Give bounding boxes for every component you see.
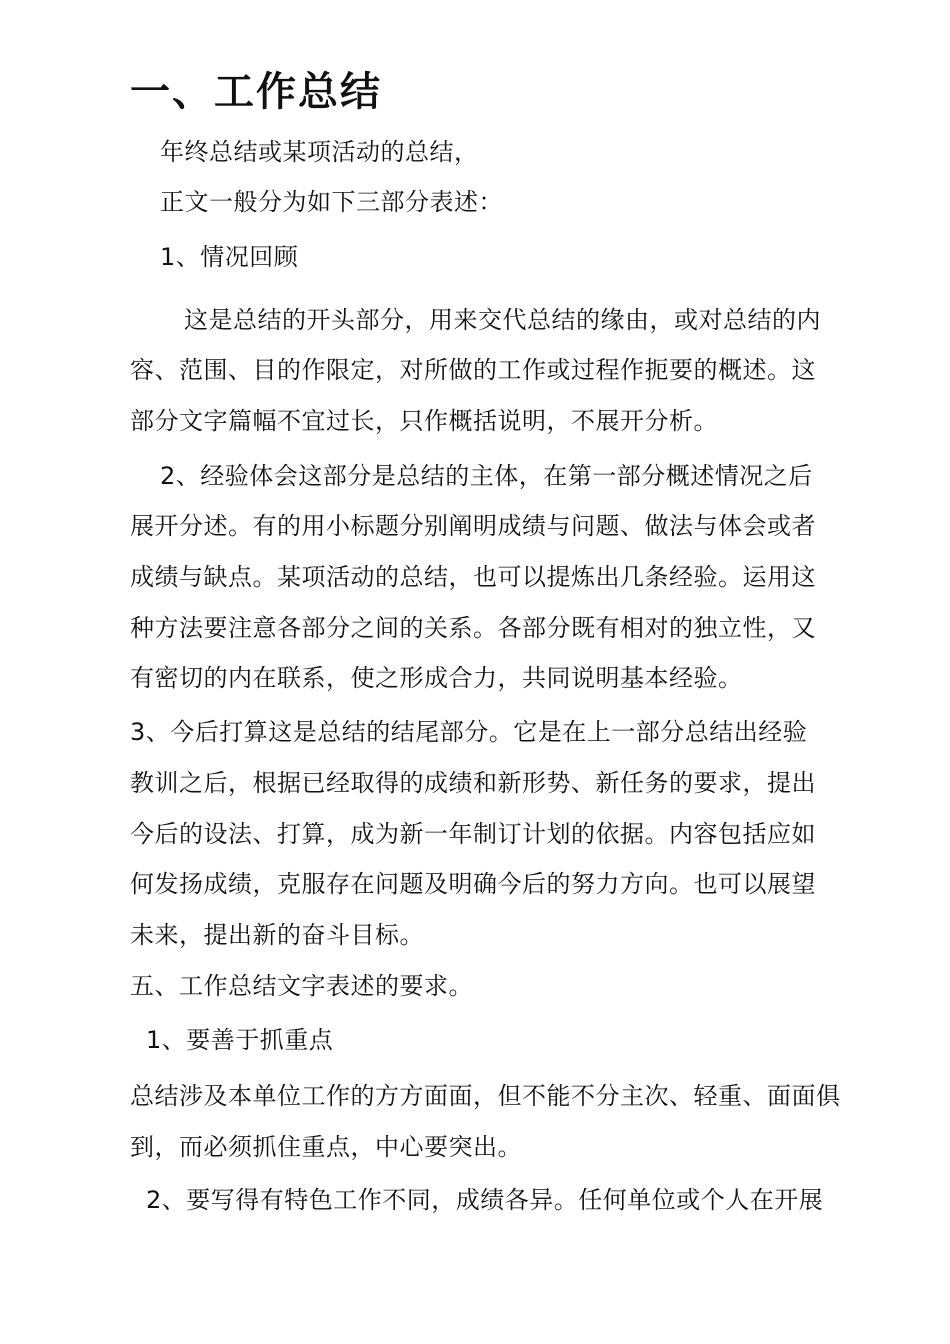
section2-line-3: 成绩与缺点。某项活动的总结，也可以提炼出几条经验。运用这 [130, 563, 816, 591]
section3-line-4: 何发扬成绩，克服存在问题及明确今后的努力方向。也可以展望 [130, 870, 816, 898]
section5-heading: 五、工作总结文字表述的要求。 [130, 972, 473, 1000]
section3-line-2: 教训之后，根据已经取得的成绩和新形势、新任务的要求，提出 [130, 769, 816, 797]
section2-line-2: 展开分述。有的用小标题分别阐明成绩与问题、做法与体会或者 [130, 512, 816, 540]
section1-line-2: 容、范围、目的作限定，对所做的工作或过程作扼要的概述。这 [130, 356, 816, 384]
section5-item1-line-2: 到，而必须抓住重点，中心要突出。 [130, 1133, 522, 1161]
section5-item2-line-1: 2、要写得有特色工作不同，成绩各异。任何单位或个人在开展 [146, 1186, 824, 1214]
section1-line-1: 这是总结的开头部分，用来交代总结的缘由，或对总结的内 [184, 306, 821, 334]
section1-line-3: 部分文字篇幅不宜过长，只作概括说明，不展开分析。 [130, 407, 718, 435]
section2-line-1: 2、经验体会这部分是总结的主体，在第一部分概述情况之后 [160, 462, 813, 490]
section3-line-5: 未来，提出新的奋斗目标。 [130, 921, 424, 949]
section5-item1-heading: 1、要善于抓重点 [146, 1026, 334, 1054]
section5-item1-line-1: 总结涉及本单位工作的方方面面，但不能不分主次、轻重、面面俱 [130, 1082, 841, 1110]
page-title: 一、工作总结 [130, 69, 382, 115]
intro-line-2: 正文一般分为如下三部分表述： [160, 188, 503, 216]
section2-line-4: 种方法要注意各部分之间的关系。各部分既有相对的独立性，又 [130, 614, 816, 642]
section2-line-5: 有密切的内在联系，使之形成合力，共同说明基本经验。 [130, 664, 743, 692]
intro-line-1: 年终总结或某项活动的总结， [160, 138, 479, 166]
section1-heading: 1、情况回顾 [160, 243, 299, 271]
section3-line-1: 3、今后打算这是总结的结尾部分。它是在上一部分总结出经验 [130, 718, 808, 746]
section3-line-3: 今后的设法、打算，成为新一年制订计划的依据。内容包括应如 [130, 820, 816, 848]
